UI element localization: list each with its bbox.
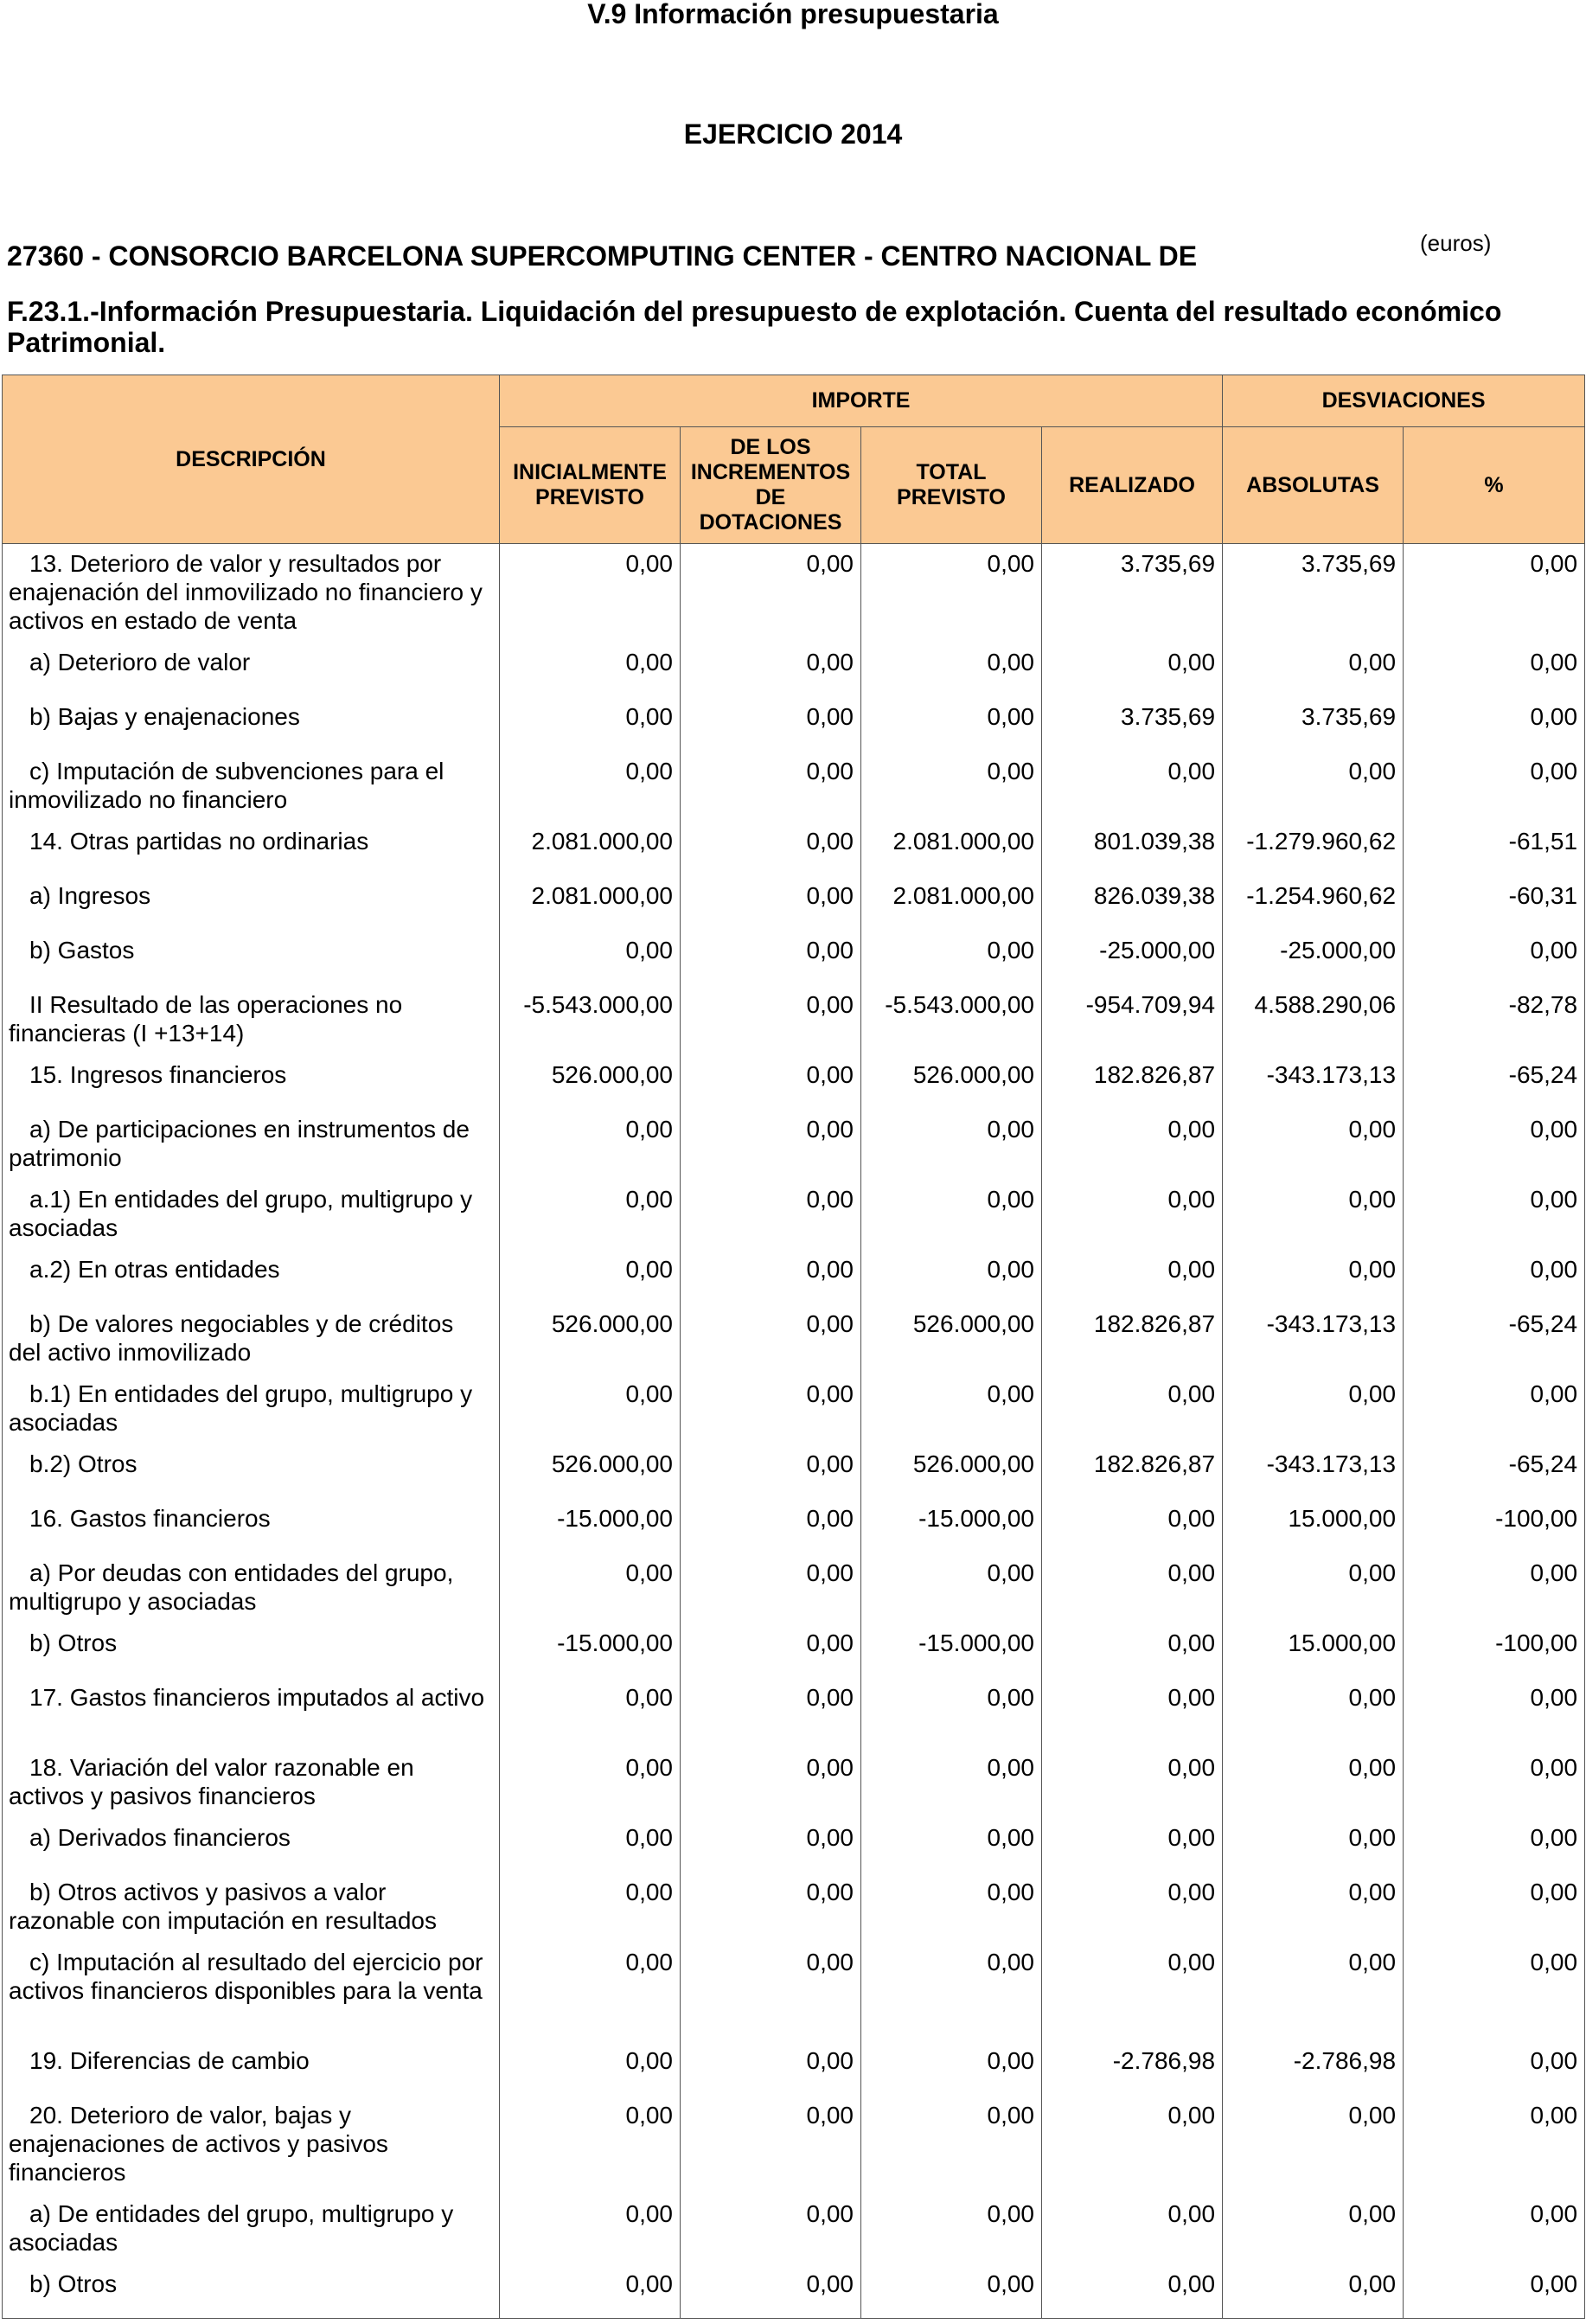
cell-inicialmente-previsto: 0,00: [500, 1374, 681, 1444]
table-row: [3, 1180, 1585, 1250]
cell-incrementos-dotaciones: 0,00: [681, 2264, 861, 2319]
cell-incrementos-dotaciones: 0,00: [681, 1873, 861, 1943]
cell-porcentaje: -65,24: [1404, 1444, 1585, 1499]
page-title: V.9 Información presupuestaria: [587, 0, 999, 29]
cell-absolutas: 0,00: [1223, 1180, 1404, 1250]
row-description: 18. Variación del valor razonable en activos y pasivos financieros: [3, 1748, 500, 1818]
cell-incrementos-dotaciones: 0,00: [681, 752, 861, 822]
table-row: [3, 1499, 1585, 1553]
cell-realizado: 0,00: [1042, 2264, 1223, 2319]
cell-absolutas: 3.735,69: [1223, 544, 1404, 643]
header-desviaciones: DESVIACIONES: [1223, 375, 1585, 427]
cell-porcentaje: 0,00: [1404, 752, 1585, 822]
cell-realizado: -2.786,98: [1042, 2041, 1223, 2096]
table-row: [3, 2041, 1585, 2096]
table-row: [3, 1374, 1585, 1444]
cell-porcentaje: 0,00: [1404, 2264, 1585, 2319]
cell-porcentaje: 0,00: [1404, 1748, 1585, 1818]
cell-total-previsto: 0,00: [861, 1678, 1042, 1748]
cell-inicialmente-previsto: 0,00: [500, 2096, 681, 2194]
table-row: [3, 822, 1585, 876]
cell-inicialmente-previsto: 0,00: [500, 1818, 681, 1873]
row-description: 16. Gastos financieros: [3, 1499, 500, 1553]
cell-inicialmente-previsto: 0,00: [500, 2194, 681, 2264]
cell-porcentaje: 0,00: [1404, 697, 1585, 752]
cell-incrementos-dotaciones: 0,00: [681, 1250, 861, 1304]
cell-absolutas: 0,00: [1223, 1818, 1404, 1873]
row-description: a.2) En otras entidades: [3, 1250, 500, 1304]
cell-incrementos-dotaciones: 0,00: [681, 1180, 861, 1250]
cell-absolutas: 0,00: [1223, 1943, 1404, 2041]
cell-total-previsto: 526.000,00: [861, 1055, 1042, 1110]
table-row: [3, 1748, 1585, 1818]
table-row: [3, 1623, 1585, 1678]
cell-porcentaje: -65,24: [1404, 1304, 1585, 1374]
cell-total-previsto: 0,00: [861, 931, 1042, 985]
cell-realizado: 0,00: [1042, 1374, 1223, 1444]
table-row: [3, 2264, 1585, 2319]
row-description: a) De entidades del grupo, multigrupo y asociadas: [3, 2194, 500, 2264]
cell-realizado: 0,00: [1042, 1748, 1223, 1818]
row-description: b) De valores negociables y de créditos del activo inmovilizado: [3, 1304, 500, 1374]
cell-realizado: 0,00: [1042, 1499, 1223, 1553]
cell-incrementos-dotaciones: 0,00: [681, 822, 861, 876]
cell-incrementos-dotaciones: 0,00: [681, 1943, 861, 2041]
table-row: [3, 1110, 1585, 1180]
cell-absolutas: -25.000,00: [1223, 931, 1404, 985]
cell-total-previsto: -15.000,00: [861, 1623, 1042, 1678]
cell-realizado: 801.039,38: [1042, 822, 1223, 876]
cell-total-previsto: 0,00: [861, 643, 1042, 697]
header-inicialmente-previsto: INICIALMENTE PREVISTO: [500, 427, 681, 544]
row-description: 17. Gastos financieros imputados al activo: [3, 1678, 500, 1748]
cell-porcentaje: 0,00: [1404, 1180, 1585, 1250]
cell-realizado: 0,00: [1042, 1818, 1223, 1873]
cell-total-previsto: 526.000,00: [861, 1304, 1042, 1374]
cell-absolutas: 0,00: [1223, 1553, 1404, 1623]
cell-inicialmente-previsto: 2.081.000,00: [500, 876, 681, 931]
cell-absolutas: 0,00: [1223, 1748, 1404, 1818]
table-row: [3, 752, 1585, 822]
cell-total-previsto: 0,00: [861, 1250, 1042, 1304]
cell-absolutas: 0,00: [1223, 1250, 1404, 1304]
cell-porcentaje: 0,00: [1404, 1873, 1585, 1943]
cell-porcentaje: -65,24: [1404, 1055, 1585, 1110]
table-row: [3, 1250, 1585, 1304]
row-description: b.2) Otros: [3, 1444, 500, 1499]
cell-absolutas: 4.588.290,06: [1223, 985, 1404, 1055]
cell-realizado: 3.735,69: [1042, 697, 1223, 752]
header-porcentaje: %: [1404, 427, 1585, 544]
cell-total-previsto: 0,00: [861, 1748, 1042, 1818]
cell-inicialmente-previsto: -15.000,00: [500, 1623, 681, 1678]
cell-incrementos-dotaciones: 0,00: [681, 1623, 861, 1678]
table-row: [3, 2194, 1585, 2264]
cell-absolutas: 0,00: [1223, 752, 1404, 822]
table-row: [3, 931, 1585, 985]
header-importe: IMPORTE: [500, 375, 1223, 427]
cell-incrementos-dotaciones: 0,00: [681, 1553, 861, 1623]
cell-realizado: 182.826,87: [1042, 1055, 1223, 1110]
cell-inicialmente-previsto: 526.000,00: [500, 1444, 681, 1499]
cell-inicialmente-previsto: -5.543.000,00: [500, 985, 681, 1055]
table-row: [3, 1304, 1585, 1374]
cell-total-previsto: 0,00: [861, 544, 1042, 643]
cell-incrementos-dotaciones: 0,00: [681, 2041, 861, 2096]
cell-porcentaje: 0,00: [1404, 2194, 1585, 2264]
row-description: b) Gastos: [3, 931, 500, 985]
table-row: [3, 985, 1585, 1055]
cell-realizado: 0,00: [1042, 1110, 1223, 1180]
cell-absolutas: 0,00: [1223, 1374, 1404, 1444]
cell-total-previsto: 0,00: [861, 1374, 1042, 1444]
cell-absolutas: 3.735,69: [1223, 697, 1404, 752]
section-title: F.23.1.-Información Presupuestaria. Liquidación del presupuesto de explotación. Cuenta del resultado económico Patrimonial.: [7, 296, 1502, 358]
cell-total-previsto: 0,00: [861, 2041, 1042, 2096]
cell-incrementos-dotaciones: 0,00: [681, 1444, 861, 1499]
cell-porcentaje: -61,51: [1404, 822, 1585, 876]
cell-realizado: 0,00: [1042, 2194, 1223, 2264]
cell-realizado: 826.039,38: [1042, 876, 1223, 931]
cell-total-previsto: 526.000,00: [861, 1444, 1042, 1499]
row-description: a) Derivados financieros: [3, 1818, 500, 1873]
cell-inicialmente-previsto: -15.000,00: [500, 1499, 681, 1553]
cell-inicialmente-previsto: 0,00: [500, 2264, 681, 2319]
cell-inicialmente-previsto: 0,00: [500, 931, 681, 985]
header-descripcion: DESCRIPCIÓN: [3, 375, 500, 544]
cell-inicialmente-previsto: 0,00: [500, 544, 681, 643]
exercise-year: EJERCICIO 2014: [683, 118, 903, 150]
row-description: a) Deterioro de valor: [3, 643, 500, 697]
row-description: a) Por deudas con entidades del grupo, multigrupo y asociadas: [3, 1553, 500, 1623]
cell-porcentaje: 0,00: [1404, 1943, 1585, 2041]
cell-realizado: 0,00: [1042, 1180, 1223, 1250]
row-description: a) De participaciones en instrumentos de patrimonio: [3, 1110, 500, 1180]
cell-porcentaje: 0,00: [1404, 1678, 1585, 1748]
cell-porcentaje: -100,00: [1404, 1623, 1585, 1678]
cell-total-previsto: 0,00: [861, 2096, 1042, 2194]
row-description: b) Otros activos y pasivos a valor razonable con imputación en resultados: [3, 1873, 500, 1943]
cell-absolutas: -1.254.960,62: [1223, 876, 1404, 931]
row-description: a) Ingresos: [3, 876, 500, 931]
cell-incrementos-dotaciones: 0,00: [681, 1055, 861, 1110]
table-row: [3, 1943, 1585, 2041]
cell-incrementos-dotaciones: 0,00: [681, 1110, 861, 1180]
row-description: 13. Deterioro de valor y resultados por enajenación del inmovilizado no financiero y activos en estado de venta: [3, 544, 500, 643]
cell-total-previsto: 2.081.000,00: [861, 822, 1042, 876]
cell-inicialmente-previsto: 0,00: [500, 1180, 681, 1250]
cell-porcentaje: 0,00: [1404, 931, 1585, 985]
header-incrementos-dotaciones: DE LOS INCREMENTOS DE DOTACIONES: [681, 427, 861, 544]
cell-total-previsto: 0,00: [861, 2264, 1042, 2319]
cell-absolutas: 0,00: [1223, 1873, 1404, 1943]
cell-realizado: 0,00: [1042, 1873, 1223, 1943]
cell-absolutas: -2.786,98: [1223, 2041, 1404, 2096]
row-description: 20. Deterioro de valor, bajas y enajenaciones de activos y pasivos financieros: [3, 2096, 500, 2194]
cell-porcentaje: 0,00: [1404, 643, 1585, 697]
cell-incrementos-dotaciones: 0,00: [681, 1818, 861, 1873]
cell-porcentaje: 0,00: [1404, 2096, 1585, 2194]
cell-realizado: 0,00: [1042, 1678, 1223, 1748]
cell-realizado: 182.826,87: [1042, 1304, 1223, 1374]
cell-incrementos-dotaciones: 0,00: [681, 697, 861, 752]
table-row: [3, 697, 1585, 752]
cell-realizado: 0,00: [1042, 1623, 1223, 1678]
cell-porcentaje: 0,00: [1404, 1250, 1585, 1304]
cell-absolutas: 0,00: [1223, 2096, 1404, 2194]
cell-total-previsto: 2.081.000,00: [861, 876, 1042, 931]
cell-total-previsto: 0,00: [861, 1180, 1042, 1250]
cell-inicialmente-previsto: 0,00: [500, 1110, 681, 1180]
cell-incrementos-dotaciones: 0,00: [681, 2096, 861, 2194]
cell-incrementos-dotaciones: 0,00: [681, 1748, 861, 1818]
cell-inicialmente-previsto: 0,00: [500, 1873, 681, 1943]
table-row: [3, 643, 1585, 697]
cell-inicialmente-previsto: 2.081.000,00: [500, 822, 681, 876]
cell-total-previsto: -5.543.000,00: [861, 985, 1042, 1055]
cell-porcentaje: 0,00: [1404, 1553, 1585, 1623]
cell-incrementos-dotaciones: 0,00: [681, 985, 861, 1055]
cell-realizado: 0,00: [1042, 1553, 1223, 1623]
cell-absolutas: 0,00: [1223, 2264, 1404, 2319]
cell-total-previsto: 0,00: [861, 1943, 1042, 2041]
cell-porcentaje: 0,00: [1404, 1374, 1585, 1444]
cell-incrementos-dotaciones: 0,00: [681, 643, 861, 697]
cell-porcentaje: -60,31: [1404, 876, 1585, 931]
row-description: 14. Otras partidas no ordinarias: [3, 822, 500, 876]
header-realizado: REALIZADO: [1042, 427, 1223, 544]
cell-absolutas: 0,00: [1223, 1678, 1404, 1748]
row-description: 15. Ingresos financieros: [3, 1055, 500, 1110]
cell-inicialmente-previsto: 0,00: [500, 752, 681, 822]
cell-incrementos-dotaciones: 0,00: [681, 1304, 861, 1374]
cell-incrementos-dotaciones: 0,00: [681, 1499, 861, 1553]
table-row: [3, 1678, 1585, 1748]
row-description: b) Otros: [3, 2264, 500, 2319]
cell-realizado: 3.735,69: [1042, 544, 1223, 643]
cell-absolutas: -343.173,13: [1223, 1055, 1404, 1110]
cell-incrementos-dotaciones: 0,00: [681, 1374, 861, 1444]
budget-table: [2, 375, 1585, 2319]
row-description: II Resultado de las operaciones no financieras (I +13+14): [3, 985, 500, 1055]
budget-table-body: [3, 544, 1585, 2319]
cell-incrementos-dotaciones: 0,00: [681, 544, 861, 643]
cell-porcentaje: 0,00: [1404, 1110, 1585, 1180]
cell-inicialmente-previsto: 526.000,00: [500, 1055, 681, 1110]
cell-total-previsto: -15.000,00: [861, 1499, 1042, 1553]
cell-inicialmente-previsto: 0,00: [500, 2041, 681, 2096]
cell-realizado: 0,00: [1042, 643, 1223, 697]
cell-incrementos-dotaciones: 0,00: [681, 876, 861, 931]
cell-total-previsto: 0,00: [861, 697, 1042, 752]
row-description: 19. Diferencias de cambio: [3, 2041, 500, 2096]
table-row: [3, 2096, 1585, 2194]
cell-inicialmente-previsto: 0,00: [500, 1943, 681, 2041]
cell-porcentaje: 0,00: [1404, 544, 1585, 643]
table-row: [3, 544, 1585, 643]
cell-realizado: -25.000,00: [1042, 931, 1223, 985]
cell-absolutas: -343.173,13: [1223, 1444, 1404, 1499]
table-row: [3, 876, 1585, 931]
cell-absolutas: -343.173,13: [1223, 1304, 1404, 1374]
row-description: b) Otros: [3, 1623, 500, 1678]
cell-inicialmente-previsto: 0,00: [500, 643, 681, 697]
cell-inicialmente-previsto: 0,00: [500, 1553, 681, 1623]
table-row: [3, 1055, 1585, 1110]
cell-porcentaje: -100,00: [1404, 1499, 1585, 1553]
cell-absolutas: 0,00: [1223, 643, 1404, 697]
cell-incrementos-dotaciones: 0,00: [681, 931, 861, 985]
cell-absolutas: 0,00: [1223, 2194, 1404, 2264]
cell-inicialmente-previsto: 0,00: [500, 1678, 681, 1748]
cell-incrementos-dotaciones: 0,00: [681, 2194, 861, 2264]
table-row: [3, 1444, 1585, 1499]
table-row: [3, 1873, 1585, 1943]
cell-inicialmente-previsto: 0,00: [500, 1748, 681, 1818]
cell-inicialmente-previsto: 526.000,00: [500, 1304, 681, 1374]
cell-absolutas: -1.279.960,62: [1223, 822, 1404, 876]
row-description: c) Imputación de subvenciones para el inmovilizado no financiero: [3, 752, 500, 822]
currency-unit: (euros): [1420, 230, 1492, 256]
cell-realizado: 0,00: [1042, 752, 1223, 822]
cell-total-previsto: 0,00: [861, 1553, 1042, 1623]
row-description: a.1) En entidades del grupo, multigrupo y asociadas: [3, 1180, 500, 1250]
cell-porcentaje: 0,00: [1404, 1818, 1585, 1873]
cell-absolutas: 15.000,00: [1223, 1623, 1404, 1678]
cell-total-previsto: 0,00: [861, 1110, 1042, 1180]
cell-inicialmente-previsto: 0,00: [500, 697, 681, 752]
header-total-previsto: TOTAL PREVISTO: [861, 427, 1042, 544]
cell-total-previsto: 0,00: [861, 2194, 1042, 2264]
row-description: b) Bajas y enajenaciones: [3, 697, 500, 752]
cell-total-previsto: 0,00: [861, 1873, 1042, 1943]
cell-absolutas: 15.000,00: [1223, 1499, 1404, 1553]
cell-realizado: 182.826,87: [1042, 1444, 1223, 1499]
cell-realizado: 0,00: [1042, 1250, 1223, 1304]
cell-incrementos-dotaciones: 0,00: [681, 1678, 861, 1748]
cell-total-previsto: 0,00: [861, 752, 1042, 822]
row-description: b.1) En entidades del grupo, multigrupo y asociadas: [3, 1374, 500, 1444]
header-absolutas: ABSOLUTAS: [1223, 427, 1404, 544]
cell-porcentaje: 0,00: [1404, 2041, 1585, 2096]
cell-inicialmente-previsto: 0,00: [500, 1250, 681, 1304]
cell-total-previsto: 0,00: [861, 1818, 1042, 1873]
cell-porcentaje: -82,78: [1404, 985, 1585, 1055]
cell-realizado: -954.709,94: [1042, 985, 1223, 1055]
cell-realizado: 0,00: [1042, 2096, 1223, 2194]
cell-absolutas: 0,00: [1223, 1110, 1404, 1180]
table-row: [3, 1818, 1585, 1873]
entity-name: 27360 - CONSORCIO BARCELONA SUPERCOMPUTING CENTER - CENTRO NACIONAL DE: [7, 240, 1198, 272]
row-description: c) Imputación al resultado del ejercicio por activos financieros disponibles para la venta: [3, 1943, 500, 2041]
table-row: [3, 1553, 1585, 1623]
cell-realizado: 0,00: [1042, 1943, 1223, 2041]
